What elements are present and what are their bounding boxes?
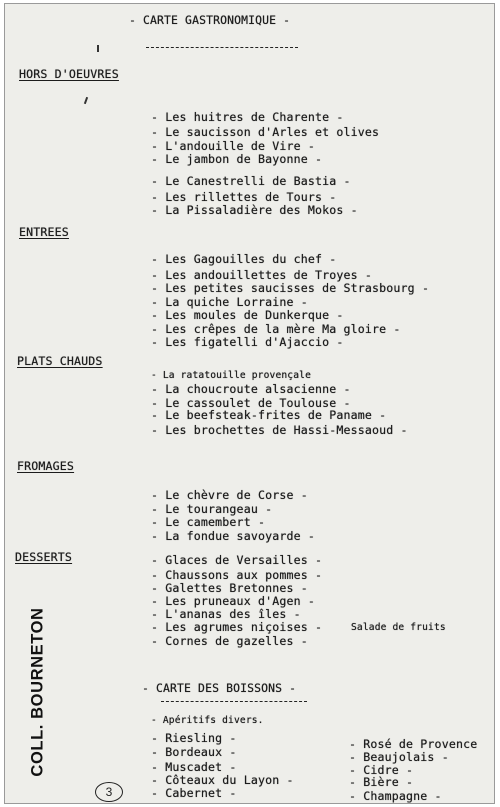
archive-stamp	[13, 597, 63, 787]
section-heading-plats-chauds: PLATS CHAUDS	[17, 354, 103, 368]
menu-item: - Glaces de Versailles -	[151, 553, 323, 567]
menu-item: - Les crêpes de la mère Ma gloire -	[151, 322, 401, 336]
menu-item: - Les figatelli d'Ajaccio -	[151, 335, 344, 349]
menu-item: - Les andouillettes de Troyes -	[151, 268, 373, 282]
menu-item: - L'andouille de Vire -	[151, 139, 315, 153]
aperitifs-line: - Apéritifs divers.	[151, 715, 264, 726]
menu-item: - La choucroute alsacienne -	[151, 382, 351, 396]
drink-item: - Bière -	[349, 775, 414, 789]
title-underline	[146, 47, 298, 48]
section-heading-entrees: ENTREES	[19, 225, 69, 239]
page-number: 3	[95, 782, 123, 802]
menu-item: - Le cassoulet de Toulouse -	[151, 396, 351, 410]
paper-mark	[97, 45, 99, 52]
paper-mark	[84, 97, 88, 104]
drinks-title-underline	[161, 701, 307, 702]
menu-item: - Le Canestrelli de Bastia -	[151, 174, 351, 188]
drinks-title: - CARTE DES BOISSONS -	[142, 681, 297, 695]
menu-item: - Les pruneaux d'Agen -	[151, 594, 315, 608]
archive-stamp-text: COLL. BOURNETON	[28, 607, 47, 777]
section-heading-fromages: FROMAGES	[17, 459, 75, 473]
menu-item: - Le camembert -	[151, 515, 266, 529]
menu-item: - La fondue savoyarde -	[151, 529, 315, 543]
drink-item: - Beaujolais -	[349, 750, 449, 764]
dessert-note: Salade de fruits	[351, 622, 446, 633]
section-heading-desserts: DESSERTS	[15, 550, 73, 564]
menu-item: - Les Gagouilles du chef -	[151, 252, 337, 266]
menu-item: - Les agrumes niçoises -	[151, 620, 323, 634]
drink-item: - Rosé de Provence	[349, 737, 478, 751]
drink-item: - Riesling -	[151, 731, 237, 745]
menu-item: - Le tourangeau -	[151, 502, 273, 516]
drink-item: - Muscadet -	[151, 760, 237, 774]
menu-item: - L'ananas des îles -	[151, 607, 301, 621]
menu-sheet	[4, 3, 495, 804]
menu-item: - Les rillettes de Tours -	[151, 190, 337, 204]
menu-item: - La Pissaladière des Mokos -	[151, 203, 358, 217]
menu-title: - CARTE GASTRONOMIQUE -	[129, 13, 291, 27]
menu-item: - Le saucisson d'Arles et olives	[151, 125, 380, 139]
drink-item: - Cidre -	[349, 763, 414, 777]
menu-item: - Les moules de Dunkerque -	[151, 308, 344, 322]
menu-item: - Le jambon de Bayonne -	[151, 152, 323, 166]
menu-item: - La quiche Lorraine -	[151, 295, 308, 309]
menu-item: - Cornes de gazelles -	[151, 634, 308, 648]
menu-item: - Le beefsteak-frites de Paname -	[151, 408, 387, 422]
menu-item: - Les brochettes de Hassi-Messaoud -	[151, 423, 408, 437]
drink-item: - Bordeaux -	[151, 745, 237, 759]
menu-item: - Les petites saucisses de Strasbourg -	[151, 281, 430, 295]
menu-item: - Le chèvre de Corse -	[151, 488, 308, 502]
menu-item: - Les huitres de Charente -	[151, 110, 344, 124]
drink-item: - Cabernet -	[151, 786, 237, 800]
menu-item: - Galettes Bretonnes -	[151, 581, 308, 595]
drink-item: - Champagne -	[349, 789, 442, 803]
section-heading-hors-doeuvres: HORS D'OEUVRES	[19, 67, 119, 81]
menu-item: - Chaussons aux pommes -	[151, 568, 323, 582]
menu-item: - La ratatouille provençale	[151, 370, 311, 381]
drink-item: - Côteaux du Layon -	[151, 773, 294, 787]
